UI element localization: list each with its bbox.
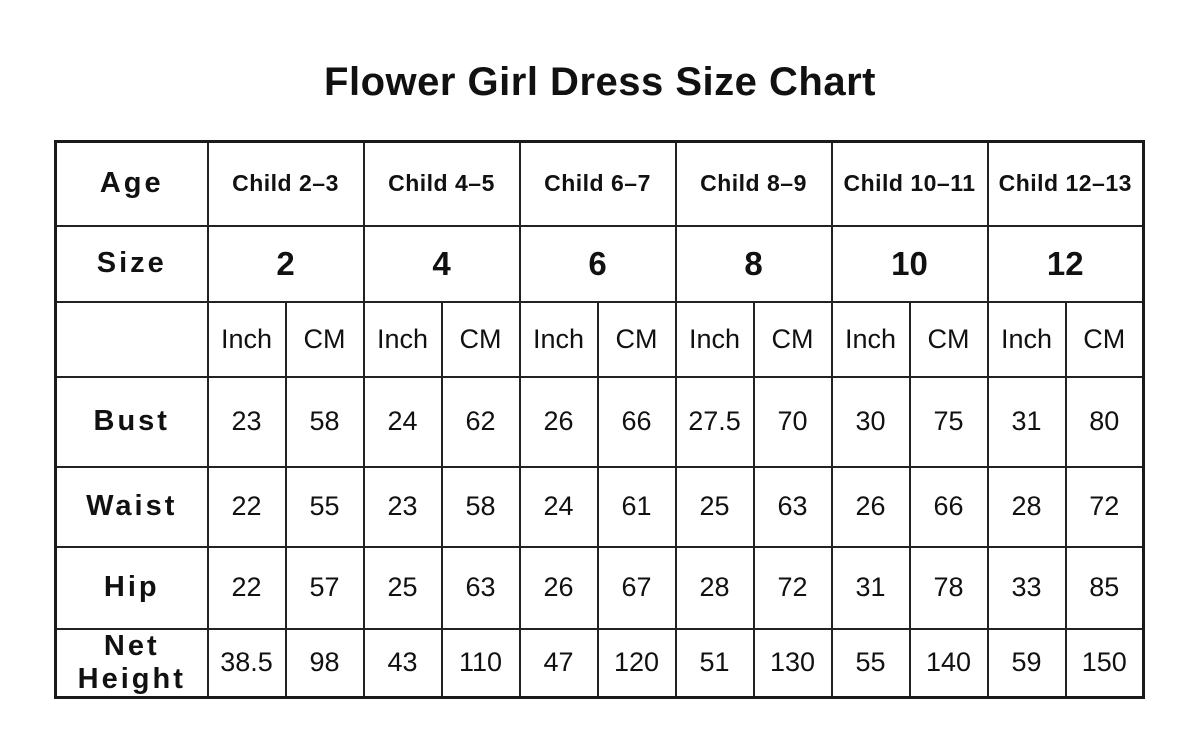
value-cell: 66 bbox=[910, 467, 988, 547]
age-group-cell: Child 12–13 bbox=[988, 142, 1144, 226]
value-cell: 59 bbox=[988, 629, 1066, 698]
value-cell: 130 bbox=[754, 629, 832, 698]
units-row bbox=[56, 302, 1144, 377]
unit-cell: Inch bbox=[520, 302, 598, 377]
value-cell: 120 bbox=[598, 629, 676, 698]
age-group-cell: Child 8–9 bbox=[676, 142, 832, 226]
value-cell: 72 bbox=[754, 547, 832, 629]
net-height-row bbox=[56, 629, 1144, 698]
value-cell: 38.5 bbox=[208, 629, 286, 698]
value-cell: 150 bbox=[1066, 629, 1144, 698]
value-cell: 22 bbox=[208, 547, 286, 629]
value-cell: 27.5 bbox=[676, 377, 754, 467]
age-row-label: Age bbox=[56, 142, 208, 226]
age-group-cell: Child 2–3 bbox=[208, 142, 364, 226]
age-group-cell: Child 10–11 bbox=[832, 142, 988, 226]
unit-cell: CM bbox=[754, 302, 832, 377]
value-cell: 75 bbox=[910, 377, 988, 467]
value-cell: 72 bbox=[1066, 467, 1144, 547]
size-cell: 10 bbox=[832, 226, 988, 302]
size-cell: 2 bbox=[208, 226, 364, 302]
age-row bbox=[56, 142, 1144, 226]
value-cell: 22 bbox=[208, 467, 286, 547]
value-cell: 62 bbox=[442, 377, 520, 467]
units-row-blank-cell bbox=[56, 302, 208, 377]
value-cell: 26 bbox=[832, 467, 910, 547]
value-cell: 78 bbox=[910, 547, 988, 629]
value-cell: 55 bbox=[832, 629, 910, 698]
value-cell: 31 bbox=[832, 547, 910, 629]
value-cell: 58 bbox=[442, 467, 520, 547]
size-cell: 4 bbox=[364, 226, 520, 302]
unit-cell: Inch bbox=[208, 302, 286, 377]
value-cell: 28 bbox=[676, 547, 754, 629]
hip-row-label: Hip bbox=[56, 547, 208, 629]
size-chart-table bbox=[54, 140, 1145, 699]
size-cell: 8 bbox=[676, 226, 832, 302]
value-cell: 23 bbox=[364, 467, 442, 547]
value-cell: 57 bbox=[286, 547, 364, 629]
waist-row-label: Waist bbox=[56, 467, 208, 547]
value-cell: 30 bbox=[832, 377, 910, 467]
value-cell: 25 bbox=[676, 467, 754, 547]
unit-cell: CM bbox=[598, 302, 676, 377]
value-cell: 47 bbox=[520, 629, 598, 698]
value-cell: 58 bbox=[286, 377, 364, 467]
value-cell: 43 bbox=[364, 629, 442, 698]
size-cell: 6 bbox=[520, 226, 676, 302]
value-cell: 28 bbox=[988, 467, 1066, 547]
bust-row-label: Bust bbox=[56, 377, 208, 467]
value-cell: 98 bbox=[286, 629, 364, 698]
value-cell: 66 bbox=[598, 377, 676, 467]
value-cell: 26 bbox=[520, 377, 598, 467]
value-cell: 26 bbox=[520, 547, 598, 629]
value-cell: 85 bbox=[1066, 547, 1144, 629]
age-group-cell: Child 6–7 bbox=[520, 142, 676, 226]
bust-row bbox=[56, 377, 1144, 467]
value-cell: 67 bbox=[598, 547, 676, 629]
value-cell: 55 bbox=[286, 467, 364, 547]
net-height-row-label: Net Height bbox=[56, 629, 208, 698]
unit-cell: CM bbox=[1066, 302, 1144, 377]
value-cell: 110 bbox=[442, 629, 520, 698]
unit-cell: Inch bbox=[676, 302, 754, 377]
hip-row bbox=[56, 547, 1144, 629]
value-cell: 51 bbox=[676, 629, 754, 698]
unit-cell: CM bbox=[910, 302, 988, 377]
unit-cell: Inch bbox=[988, 302, 1066, 377]
value-cell: 61 bbox=[598, 467, 676, 547]
size-row bbox=[56, 226, 1144, 302]
value-cell: 33 bbox=[988, 547, 1066, 629]
size-cell: 12 bbox=[988, 226, 1144, 302]
unit-cell: Inch bbox=[832, 302, 910, 377]
value-cell: 25 bbox=[364, 547, 442, 629]
size-row-label: Size bbox=[56, 226, 208, 302]
value-cell: 24 bbox=[520, 467, 598, 547]
value-cell: 23 bbox=[208, 377, 286, 467]
page-title: Flower Girl Dress Size Chart bbox=[324, 60, 876, 104]
unit-cell: CM bbox=[286, 302, 364, 377]
unit-cell: Inch bbox=[364, 302, 442, 377]
value-cell: 24 bbox=[364, 377, 442, 467]
age-group-cell: Child 4–5 bbox=[364, 142, 520, 226]
value-cell: 63 bbox=[754, 467, 832, 547]
value-cell: 63 bbox=[442, 547, 520, 629]
value-cell: 140 bbox=[910, 629, 988, 698]
value-cell: 80 bbox=[1066, 377, 1144, 467]
value-cell: 31 bbox=[988, 377, 1066, 467]
unit-cell: CM bbox=[442, 302, 520, 377]
value-cell: 70 bbox=[754, 377, 832, 467]
waist-row bbox=[56, 467, 1144, 547]
